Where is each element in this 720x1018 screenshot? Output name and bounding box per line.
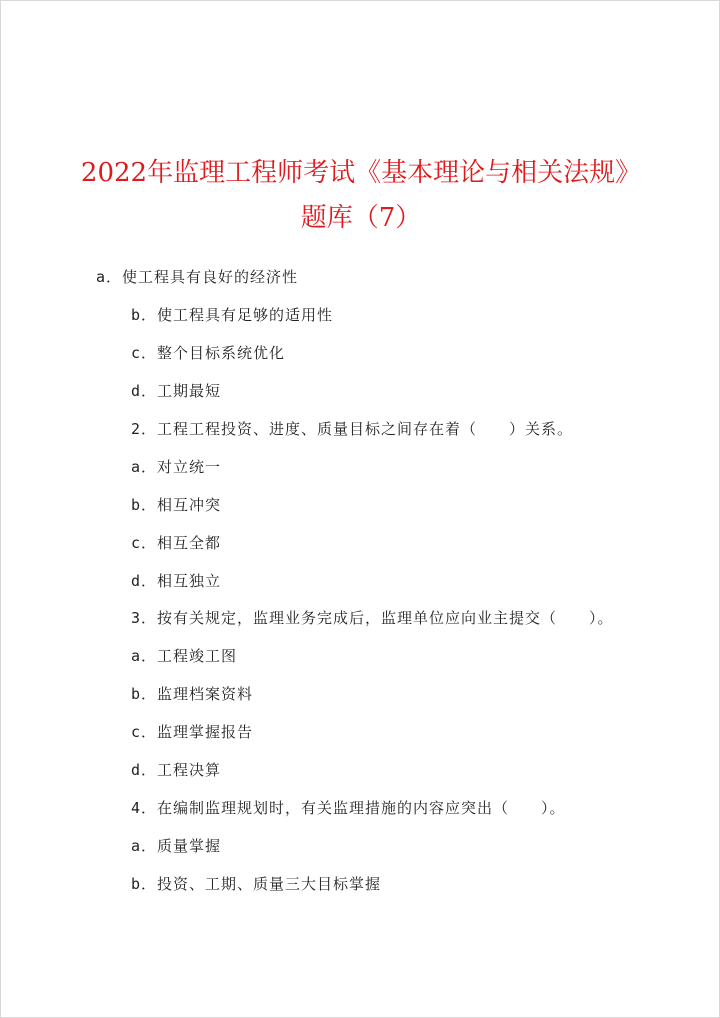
- option-c-q2: c．相互全都: [131, 534, 222, 552]
- option-c-q3: c．监理掌握报告: [131, 723, 254, 741]
- question-4: 4．在编制监理规划时，有关监理措施的内容应突出（ ）。: [131, 799, 566, 817]
- option-d-q3: d．工程决算: [131, 761, 222, 779]
- option-b-q2: b．相互冲突: [131, 496, 222, 514]
- document-title-line-1: 2022年监理工程师考试《基本理论与相关法规》: [80, 158, 642, 188]
- question-2: 2．工程工程投资、进度、质量目标之间存在着（ ）关系。: [131, 420, 574, 438]
- option-b-q3: b．监理档案资料: [131, 685, 254, 703]
- option-c-q1: c．整个目标系统优化: [131, 344, 286, 362]
- option-b-q4: b．投资、工期、质量三大目标掌握: [131, 875, 382, 893]
- option-a-q3: a．工程竣工图: [131, 647, 238, 665]
- option-d-q2: d．相互独立: [131, 572, 222, 590]
- document-title-line-2: 题库（7）: [300, 203, 422, 233]
- option-b-q1: b．使工程具有足够的适用性: [131, 306, 334, 324]
- question-3: 3．按有关规定，监理业务完成后，监理单位应向业主提交（ ）。: [131, 609, 614, 627]
- option-a-q4: a．质量掌握: [131, 837, 222, 855]
- option-d-q1: d．工期最短: [131, 382, 222, 400]
- option-a-q1: a．使工程具有良好的经济性: [96, 268, 299, 286]
- option-a-q2: a．对立统一: [131, 458, 222, 476]
